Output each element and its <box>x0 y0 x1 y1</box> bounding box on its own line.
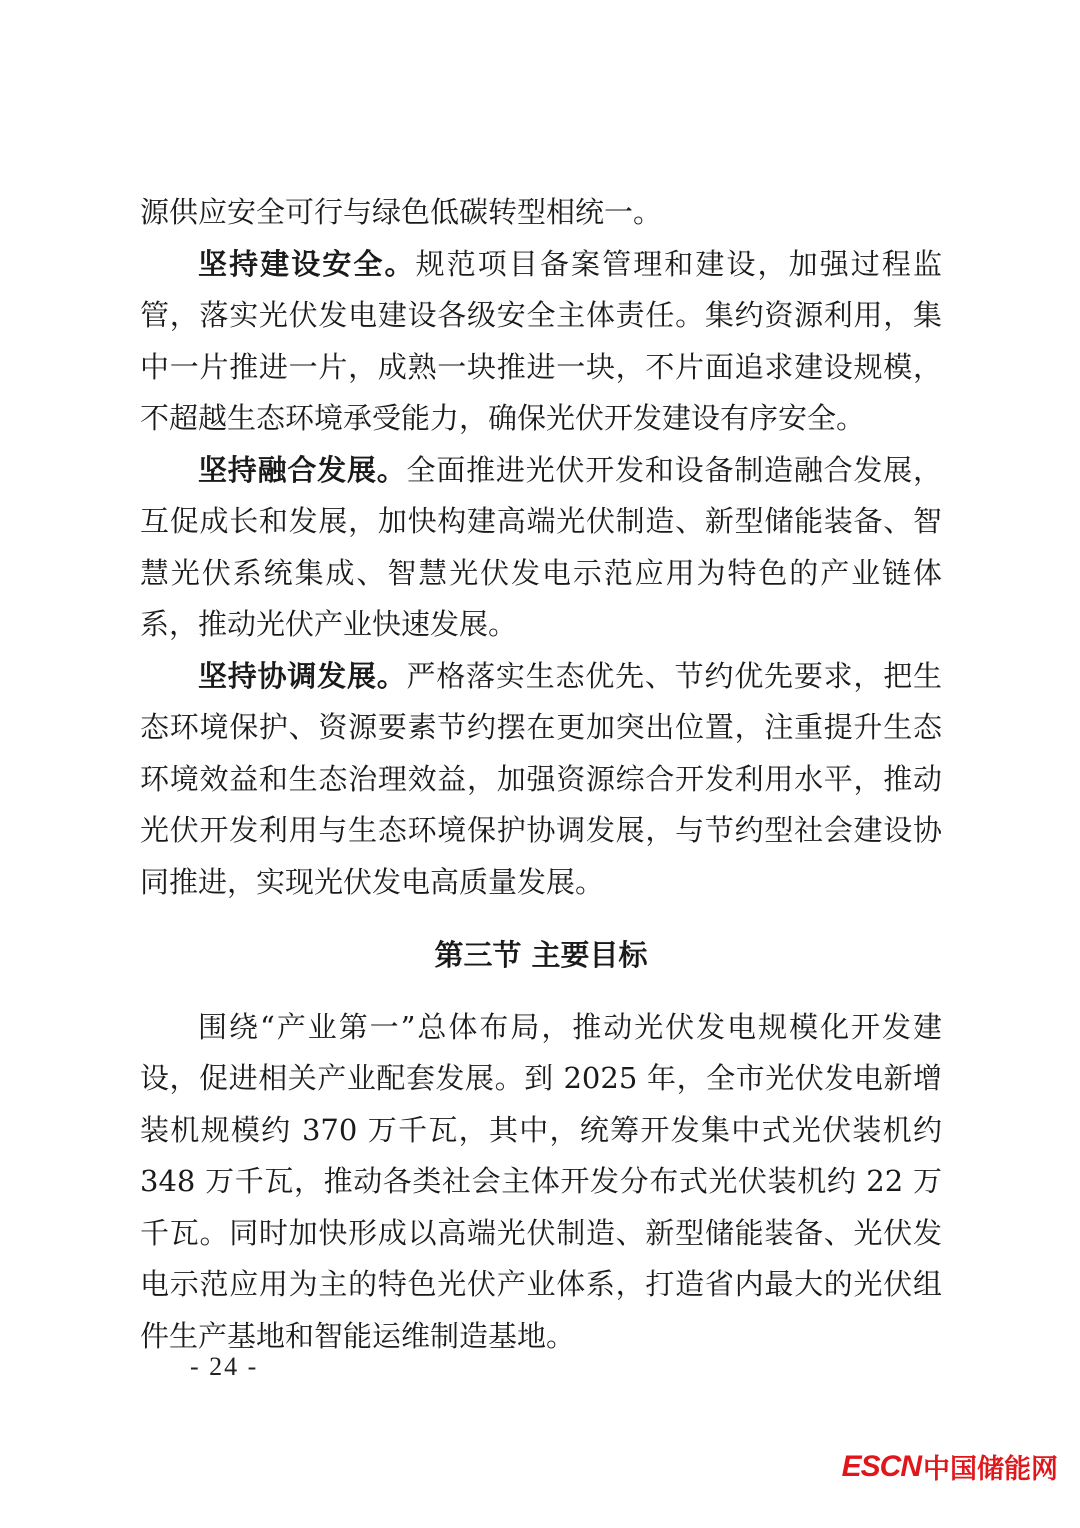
paragraph-main-targets <box>140 1002 942 1363</box>
paragraph-coordinated-development <box>140 651 942 909</box>
paragraph-text: 围绕“产业第一”总体布局，推动光伏发电规模化开发建设，促进相关产业配套发展。到 2025 年，全市光伏发电新增装机规模约 370 万千瓦，其中，统筹开发集中式光伏装机约 348 万千瓦，推动各类社会主体开发分布式光伏装机约 22 万千瓦。同时加快形成以高端光伏制造、新型储能装备、光伏发电示范应用为主的特色光伏产业体系，打造省内最大的光伏组件生产基地和智能运维制造基地。 <box>140 1009 942 1353</box>
paragraph-lead: 坚持建设安全。 <box>198 246 416 281</box>
paragraph-text: 严格落实生态优先、节约优先要求，把生态环境保护、资源要素节约摆在更加突出位置，注重提升生态环境效益和生态治理效益，加强资源综合开发利用水平，推动光伏开发利用与生态环境保护协调发展，与节约型社会建设协同推进，实现光伏发电高质量发展。 <box>140 658 942 899</box>
paragraph-integrated-development <box>140 445 942 651</box>
paragraph-lead: 坚持融合发展。 <box>198 452 407 487</box>
paragraph-text: 全面推进光伏开发和设备制造融合发展，互促成长和发展，加快构建高端光伏制造、新型储能装备、智慧光伏系统集成、智慧光伏发电示范应用为特色的产业链体系，推动光伏产业快速发展。 <box>140 452 942 641</box>
paragraph-construction-safety <box>140 239 942 445</box>
section-heading: 第三节 主要目标 <box>434 938 648 972</box>
page-number: - 24 - <box>190 1352 259 1381</box>
document-body <box>140 187 942 1362</box>
paragraph-continuation <box>140 187 942 239</box>
escn-watermark-logo <box>842 1447 1058 1486</box>
paragraph-text: 规范项目备案管理和建设，加强过程监管，落实光伏发电建设各级安全主体责任。集约资源利用，集中一片推进一片，成熟一块推进一块，不片面追求建设规模，不超越生态环境承受能力，确保光伏开发建设有序安全。 <box>140 246 942 435</box>
watermark-chinese: 中国储能网 <box>923 1454 1058 1485</box>
paragraph-lead: 坚持协调发展。 <box>198 658 407 693</box>
paragraph-text: 源供应安全可行与绿色低碳转型相统一。 <box>140 195 663 229</box>
watermark-latin: ESCN <box>841 1449 921 1483</box>
